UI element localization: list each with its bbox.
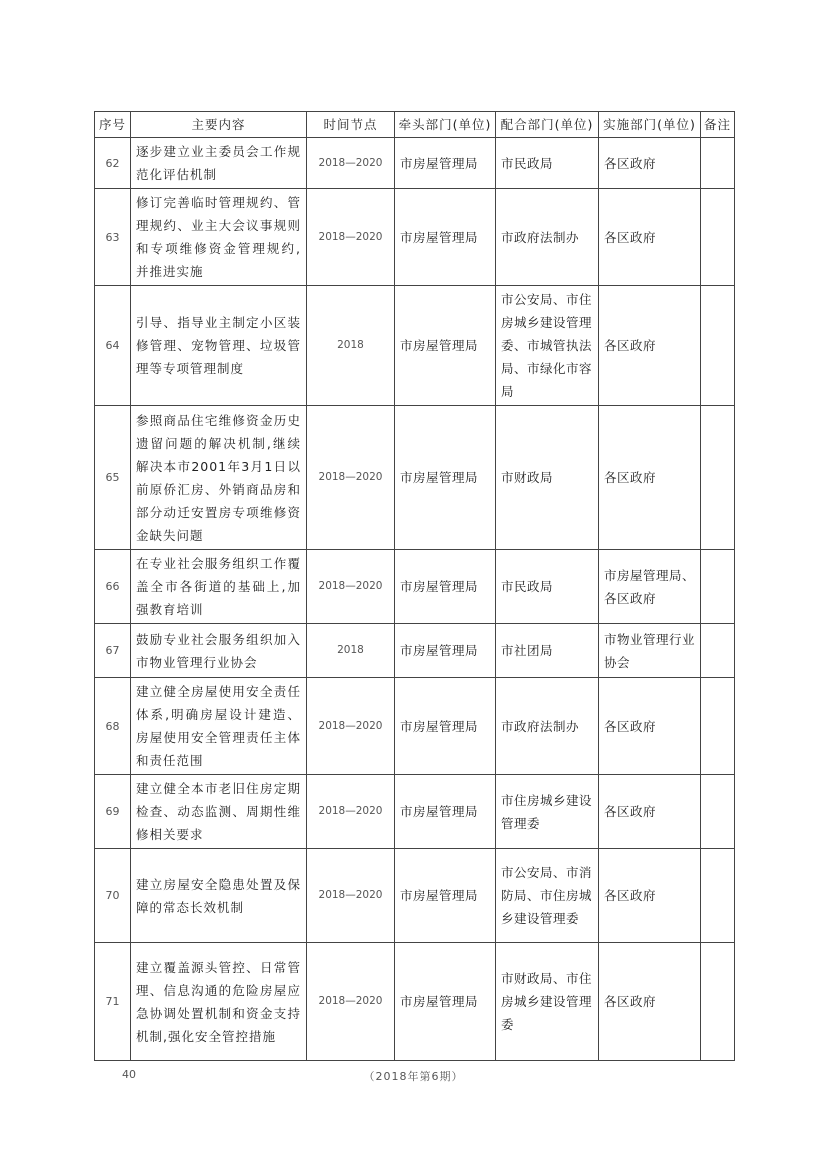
row-number: 68 bbox=[95, 678, 131, 775]
row-lead-dept: 市房屋管理局 bbox=[395, 849, 496, 943]
row-time: 2018 bbox=[307, 624, 395, 678]
row-content: 参照商品住宅维修资金历史遗留问题的解决机制,继续解决本市2001年3月1日以前原侨汇房、外销商品房和部分动迁安置房专项维修资金缺失问题 bbox=[131, 406, 307, 550]
row-content: 建立健全本市老旧住房定期检查、动态监测、周期性维修相关要求 bbox=[131, 775, 307, 849]
row-coop-dept: 市公安局、市住房城乡建设管理委、市城管执法局、市绿化市容局 bbox=[496, 286, 599, 406]
table-row bbox=[95, 550, 735, 624]
row-lead-dept: 市房屋管理局 bbox=[395, 943, 496, 1061]
row-content: 建立健全房屋使用安全责任体系,明确房屋设计建造、房屋使用安全管理责任主体和责任范围 bbox=[131, 678, 307, 775]
row-note bbox=[701, 849, 735, 943]
row-lead-dept: 市房屋管理局 bbox=[395, 550, 496, 624]
header-seq: 序号 bbox=[95, 112, 131, 138]
row-note bbox=[701, 189, 735, 286]
row-lead-dept: 市房屋管理局 bbox=[395, 189, 496, 286]
table-row bbox=[95, 849, 735, 943]
row-content: 逐步建立业主委员会工作规范化评估机制 bbox=[131, 138, 307, 189]
row-number: 66 bbox=[95, 550, 131, 624]
row-coop-dept: 市政府法制办 bbox=[496, 189, 599, 286]
table-row bbox=[95, 286, 735, 406]
row-impl-dept: 各区政府 bbox=[599, 943, 701, 1061]
row-time: 2018—2020 bbox=[307, 678, 395, 775]
row-time: 2018—2020 bbox=[307, 189, 395, 286]
row-lead-dept: 市房屋管理局 bbox=[395, 406, 496, 550]
row-content: 在专业社会服务组织工作覆盖全市各街道的基础上,加强教育培训 bbox=[131, 550, 307, 624]
header-content: 主要内容 bbox=[131, 112, 307, 138]
row-coop-dept: 市住房城乡建设管理委 bbox=[496, 775, 599, 849]
row-note bbox=[701, 406, 735, 550]
row-note bbox=[701, 775, 735, 849]
row-note bbox=[701, 943, 735, 1061]
header-note: 备注 bbox=[701, 112, 735, 138]
row-note bbox=[701, 550, 735, 624]
table-row bbox=[95, 138, 735, 189]
row-time: 2018—2020 bbox=[307, 406, 395, 550]
row-coop-dept: 市社团局 bbox=[496, 624, 599, 678]
row-impl-dept: 市房屋管理局、各区政府 bbox=[599, 550, 701, 624]
row-number: 71 bbox=[95, 943, 131, 1061]
row-note bbox=[701, 138, 735, 189]
table-row bbox=[95, 406, 735, 550]
table-row bbox=[95, 943, 735, 1061]
row-lead-dept: 市房屋管理局 bbox=[395, 678, 496, 775]
page-number: 40 bbox=[122, 1068, 136, 1081]
row-time: 2018—2020 bbox=[307, 138, 395, 189]
row-number: 69 bbox=[95, 775, 131, 849]
row-coop-dept: 市公安局、市消防局、市住房城乡建设管理委 bbox=[496, 849, 599, 943]
row-number: 67 bbox=[95, 624, 131, 678]
header-coop-dept: 配合部门(单位) bbox=[496, 112, 599, 138]
row-time: 2018 bbox=[307, 286, 395, 406]
row-lead-dept: 市房屋管理局 bbox=[395, 138, 496, 189]
row-time: 2018—2020 bbox=[307, 943, 395, 1061]
row-impl-dept: 各区政府 bbox=[599, 189, 701, 286]
table-row bbox=[95, 189, 735, 286]
row-content: 建立覆盖源头管控、日常管理、信息沟通的危险房屋应急协调处置机制和资金支持机制,强化安全管控措施 bbox=[131, 943, 307, 1061]
row-note bbox=[701, 286, 735, 406]
issue-label: （2018年第6期） bbox=[363, 1070, 464, 1083]
row-coop-dept: 市政府法制办 bbox=[496, 678, 599, 775]
row-content: 引导、指导业主制定小区装修管理、宠物管理、垃圾管理等专项管理制度 bbox=[131, 286, 307, 406]
row-number: 64 bbox=[95, 286, 131, 406]
table-row bbox=[95, 775, 735, 849]
row-content: 建立房屋安全隐患处置及保障的常态长效机制 bbox=[131, 849, 307, 943]
table-row bbox=[95, 678, 735, 775]
row-coop-dept: 市民政局 bbox=[496, 550, 599, 624]
row-impl-dept: 市物业管理行业协会 bbox=[599, 624, 701, 678]
header-lead-dept: 牵头部门(单位) bbox=[395, 112, 496, 138]
row-lead-dept: 市房屋管理局 bbox=[395, 286, 496, 406]
row-time: 2018—2020 bbox=[307, 849, 395, 943]
table-header-row bbox=[95, 112, 735, 138]
row-number: 62 bbox=[95, 138, 131, 189]
row-time: 2018—2020 bbox=[307, 550, 395, 624]
header-time: 时间节点 bbox=[307, 112, 395, 138]
row-coop-dept: 市财政局 bbox=[496, 406, 599, 550]
header-impl-dept: 实施部门(单位) bbox=[599, 112, 701, 138]
table-row bbox=[95, 624, 735, 678]
row-number: 70 bbox=[95, 849, 131, 943]
row-coop-dept: 市财政局、市住房城乡建设管理委 bbox=[496, 943, 599, 1061]
row-lead-dept: 市房屋管理局 bbox=[395, 775, 496, 849]
row-impl-dept: 各区政府 bbox=[599, 406, 701, 550]
row-number: 63 bbox=[95, 189, 131, 286]
row-lead-dept: 市房屋管理局 bbox=[395, 624, 496, 678]
row-note bbox=[701, 678, 735, 775]
row-impl-dept: 各区政府 bbox=[599, 138, 701, 189]
row-impl-dept: 各区政府 bbox=[599, 678, 701, 775]
row-impl-dept: 各区政府 bbox=[599, 849, 701, 943]
row-impl-dept: 各区政府 bbox=[599, 286, 701, 406]
row-time: 2018—2020 bbox=[307, 775, 395, 849]
row-content: 修订完善临时管理规约、管理规约、业主大会议事规则和专项维修资金管理规约,并推进实施 bbox=[131, 189, 307, 286]
policy-table bbox=[94, 111, 735, 1061]
row-note bbox=[701, 624, 735, 678]
row-content: 鼓励专业社会服务组织加入市物业管理行业协会 bbox=[131, 624, 307, 678]
row-impl-dept: 各区政府 bbox=[599, 775, 701, 849]
row-number: 65 bbox=[95, 406, 131, 550]
row-coop-dept: 市民政局 bbox=[496, 138, 599, 189]
